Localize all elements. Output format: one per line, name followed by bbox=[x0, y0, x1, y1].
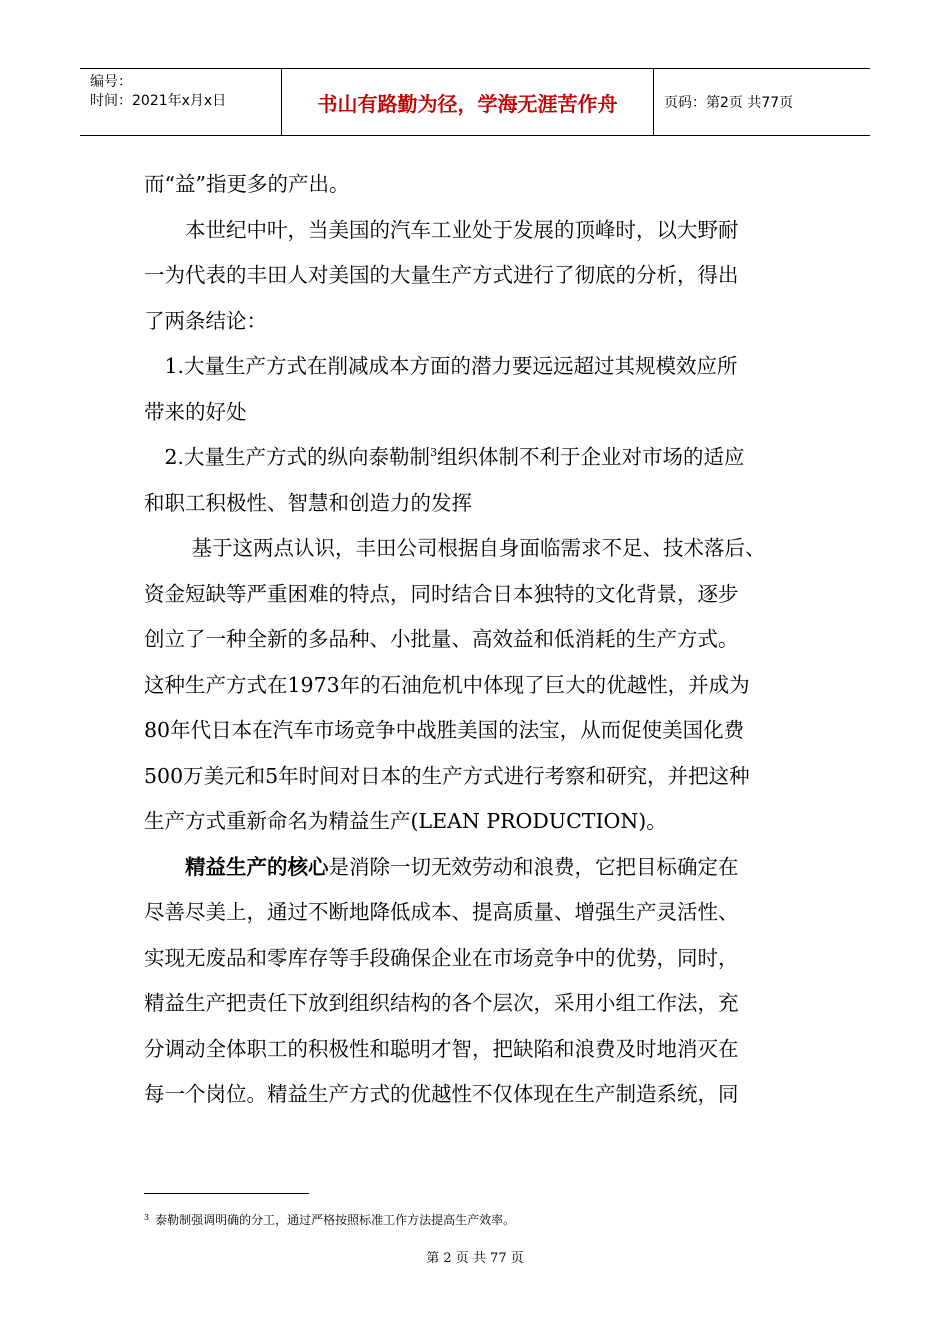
text-line: 每一个岗位。精益生产方式的优越性不仅体现在生产制造系统，同 bbox=[144, 1082, 739, 1106]
bold-lead-paragraph bbox=[144, 845, 824, 891]
text-line: 资金短缺等严重困难的特点，同时结合日本独特的文化背景，逐步 bbox=[144, 581, 739, 606]
footnote-reference[interactable]: 3 bbox=[430, 446, 438, 459]
list-item-1: 1.大量生产方式在削减成本方面的潜力要远远超过其规模效应所 bbox=[144, 354, 738, 378]
text-line: 精益生产把责任下放到组织结构的各个层次，采用小组工作法，充 bbox=[144, 991, 739, 1015]
footnote-divider bbox=[144, 1193, 309, 1194]
text-line: 生产方式重新命名为精益生产(LEAN PRODUCTION)。 bbox=[144, 809, 667, 833]
text-line: 一为代表的丰田人对美国的大量生产方式进行了彻底的分析，得出 bbox=[144, 263, 739, 287]
text-line: 和职工积极性、智慧和创造力的发挥 bbox=[144, 490, 472, 515]
page-header bbox=[80, 68, 870, 136]
header-meta bbox=[80, 69, 282, 135]
text-line: 创立了一种全新的多品种、小批量、高效益和低消耗的生产方式。 bbox=[144, 627, 739, 651]
text-line: 80年代日本在汽车市场竞争中战胜美国的法宝，从而促使美国化费 bbox=[144, 718, 745, 742]
bold-lead-rest: 是消除一切无效劳动和浪费，它把目标确定在 bbox=[328, 854, 739, 879]
text-line: 这种生产方式在1973年的石油危机中体现了巨大的优越性，并成为 bbox=[144, 672, 750, 697]
header-motto: 书山有路勤为径，学海无涯苦作舟 bbox=[282, 69, 654, 135]
footnote bbox=[144, 1211, 515, 1228]
document-body bbox=[144, 162, 824, 1118]
text-line: 500万美元和5年时间对日本的生产方式进行考察和研究，并把这种 bbox=[144, 763, 750, 788]
document-date: 时间：2021年x月x日 bbox=[90, 93, 227, 109]
text-line: 本世纪中叶，当美国的汽车工业处于发展的顶峰时，以大野耐 bbox=[144, 217, 739, 242]
list-item-2-text: 2.大量生产方式的纵向泰勒制 bbox=[144, 445, 431, 469]
list-item-2-text-rest: 组织体制不利于企业对市场的适应 bbox=[437, 445, 745, 469]
text-line: 了两条结论： bbox=[144, 308, 267, 333]
document-number-label: 编号： bbox=[90, 74, 132, 90]
header-page-info: 页码：第2页 共77页 bbox=[664, 95, 794, 111]
text-line: 尽善尽美上，通过不断地降低成本、提高质量、增强生产灵活性、 bbox=[144, 900, 739, 924]
paragraph-indent bbox=[144, 855, 185, 879]
bold-lead-term: 精益生产的核心 bbox=[185, 854, 329, 879]
text-line: 基于这两点认识，丰田公司根据自身面临需求不足、技术落后、 bbox=[144, 536, 766, 560]
text-line: 带来的好处 bbox=[144, 399, 247, 424]
text-line: 分调动全体职工的积极性和聪明才智，把缺陷和浪费及时地消灭在 bbox=[144, 1036, 739, 1061]
text-line: 实现无废品和零库存等手段确保企业在市场竞争中的优势，同时， bbox=[144, 945, 739, 970]
footnote-marker: 3 bbox=[144, 1213, 150, 1222]
list-item-2 bbox=[144, 435, 824, 481]
text-line: 而“益”指更多的产出。 bbox=[144, 172, 350, 196]
page-footer: 第 2 页 共 77 页 bbox=[426, 1251, 524, 1266]
footnote-text: 泰勒制强调明确的分工，通过严格按照标准工作方法提高生产效率。 bbox=[155, 1213, 516, 1227]
